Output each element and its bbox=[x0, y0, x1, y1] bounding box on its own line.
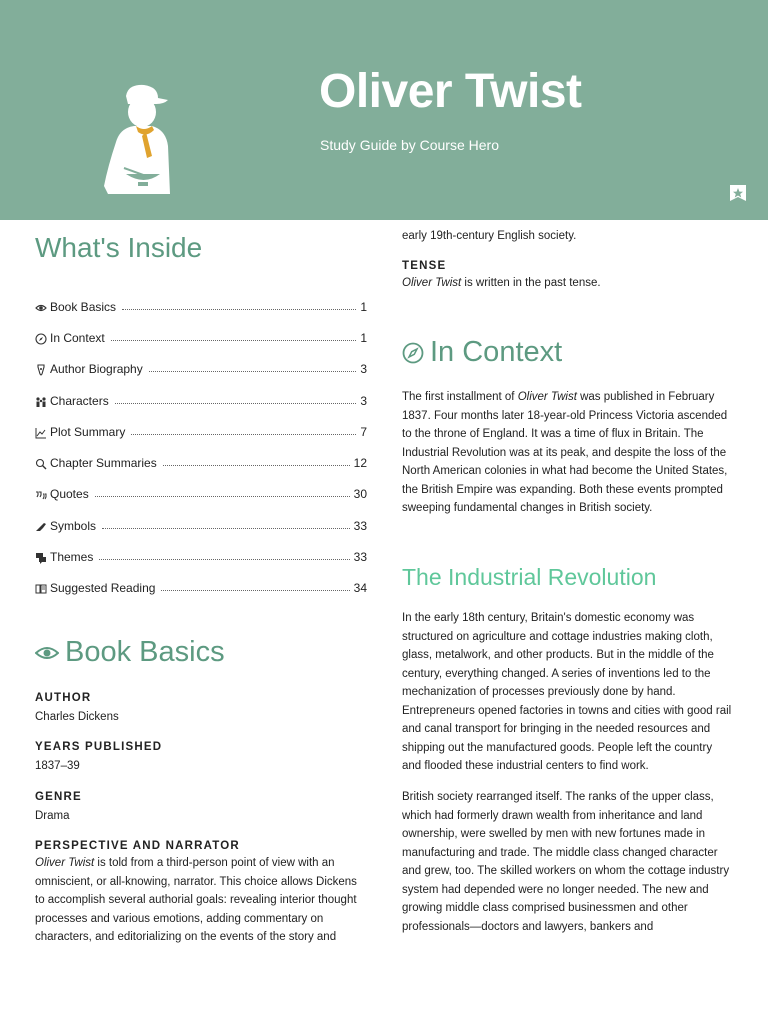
toc-item-page: 30 bbox=[353, 487, 367, 501]
genre-label: GENRE bbox=[35, 791, 82, 803]
industrial-revolution-paragraph-2 bbox=[402, 788, 734, 936]
oliver-silhouette-illustration bbox=[100, 82, 172, 200]
books-icon bbox=[35, 583, 47, 595]
toc-item-label: Characters bbox=[50, 394, 109, 408]
bookmark-star-icon[interactable] bbox=[728, 183, 748, 203]
p1-after: was published in February 1837. Four months later 18-year-old Princess Victoria ascended to the throne of England. It was a time of flux in Britain. The Industrial Revolution was at its peak, and despite the loss of the North American colonies in what had become the United States, the British Empire was expanding. Both these events prompted sweeping fundamental changes in British society. bbox=[402, 391, 728, 514]
perspective-continued bbox=[402, 227, 734, 246]
toc-item-page: 1 bbox=[360, 331, 367, 345]
years-label: YEARS PUBLISHED bbox=[35, 741, 163, 753]
toc-item-label: Author Biography bbox=[50, 362, 143, 376]
toc-item-label: In Context bbox=[50, 331, 105, 345]
toc-leader-dots bbox=[149, 371, 357, 372]
toc-item-book-basics[interactable] bbox=[35, 296, 367, 314]
toc-leader-dots bbox=[115, 403, 357, 404]
compass-icon bbox=[35, 333, 47, 345]
left-column bbox=[35, 222, 367, 943]
compass-icon bbox=[402, 342, 424, 364]
toc-item-quotes[interactable] bbox=[35, 483, 367, 501]
toc-item-chapter-summaries[interactable] bbox=[35, 452, 367, 470]
genre-value: Drama bbox=[35, 810, 70, 822]
toc-item-page: 3 bbox=[360, 394, 367, 408]
toc-item-label: Book Basics bbox=[50, 300, 117, 314]
perspective-label: PERSPECTIVE AND NARRATOR bbox=[35, 840, 240, 852]
in-context-paragraph-1 bbox=[402, 388, 734, 518]
perspective-continued-text: early 19th-century English society. bbox=[402, 230, 577, 242]
toc-item-in-context[interactable] bbox=[35, 327, 367, 345]
toc-item-page: 7 bbox=[360, 425, 367, 439]
eye-icon bbox=[35, 302, 47, 314]
toc-item-label: Quotes bbox=[50, 487, 89, 501]
toc-item-page: 33 bbox=[353, 519, 367, 533]
tense-value bbox=[402, 274, 734, 293]
in-context-heading bbox=[402, 336, 562, 369]
in-context-title: In Context bbox=[430, 336, 563, 368]
toc-item-themes[interactable] bbox=[35, 546, 367, 564]
toc-item-label: Symbols bbox=[50, 519, 97, 533]
book-title-italic: Oliver Twist bbox=[402, 277, 462, 289]
toc-item-label: Plot Summary bbox=[50, 425, 126, 439]
author-value: Charles Dickens bbox=[35, 711, 119, 723]
chat-bubbles-icon bbox=[35, 552, 47, 564]
toc-item-page: 33 bbox=[353, 550, 367, 564]
book-title-italic: Oliver Twist bbox=[35, 857, 95, 869]
perspective-field bbox=[35, 840, 367, 947]
toc-item-label: Suggested Reading bbox=[50, 581, 156, 595]
cover-header bbox=[0, 0, 768, 220]
toc-leader-dots bbox=[111, 340, 357, 341]
toc-leader-dots bbox=[99, 559, 349, 560]
toc-leader-dots bbox=[161, 590, 349, 591]
toc-item-page: 12 bbox=[353, 456, 367, 470]
paragraph-text: In the early 18th century, Britain's domestic economy was structured on agriculture and cottage industries making cloth, glass, metalwork, and other products. But in the middle of the century, everything changed. A series of inventions led to the mechanization of processes previously done by hand. Entrepreneurs opened factories in towns and cities with good rail and canal transport for bringing in the needed resources and shipping out the manufactured goods. People left the country and flooded these industrial centers to find work. bbox=[402, 612, 732, 772]
years-value: 1837–39 bbox=[35, 760, 80, 772]
toc-item-label: Chapter Summaries bbox=[50, 456, 157, 470]
industrial-revolution-heading: The Industrial Revolution bbox=[402, 564, 657, 590]
toc-item-symbols[interactable] bbox=[35, 515, 367, 533]
whats-inside-heading: What's Inside bbox=[35, 232, 203, 263]
toc-item-plot-summary[interactable] bbox=[35, 421, 367, 439]
chart-line-icon bbox=[35, 427, 47, 439]
toc-item-label: Themes bbox=[50, 550, 94, 564]
p1-before: The first installment of bbox=[402, 391, 518, 403]
perspective-value bbox=[35, 854, 367, 947]
toc-leader-dots bbox=[122, 309, 356, 310]
bird-icon bbox=[35, 521, 47, 533]
author-label: AUTHOR bbox=[35, 692, 92, 704]
toc-leader-dots bbox=[102, 528, 350, 529]
toc-item-page: 1 bbox=[360, 300, 367, 314]
years-published-field bbox=[35, 741, 367, 776]
toc-item-page: 34 bbox=[353, 581, 367, 595]
book-basics-title: Book Basics bbox=[65, 636, 225, 668]
toc-item-characters[interactable] bbox=[35, 390, 367, 408]
toc-item-author-biography[interactable] bbox=[35, 358, 367, 376]
book-basics-heading bbox=[35, 636, 225, 669]
perspective-text: is told from a third-person point of view with an omniscient, or all-knowing, narrator. This choice allows Dickens to accomplish several authorial goals: revealing interior thought processes and various emotions, adding commentary on characters, and editorializing on the events of the story and bbox=[35, 857, 357, 943]
toc-leader-dots bbox=[95, 496, 350, 497]
author-field bbox=[35, 692, 367, 727]
book-subtitle: Study Guide by Course Hero bbox=[320, 137, 499, 153]
book-title-italic: Oliver Twist bbox=[517, 391, 577, 403]
paragraph-text: British society rearranged itself. The ranks of the upper class, which had formerly drawn wealth from inheritance and land ownership, were swelled by men with new fortunes made in manufacturing and trade. The middle class changed character and grew, too. The skilled workers on whom the cottage industry system had depended were no longer needed. The new and growing middle class comprised businessmen and other professionals—doctors and lawyers, bankers and bbox=[402, 791, 730, 933]
quote-icon bbox=[35, 489, 47, 501]
magnifier-icon bbox=[35, 458, 47, 470]
tense-label: TENSE bbox=[402, 260, 447, 272]
toc-leader-dots bbox=[131, 434, 356, 435]
tense-text: is written in the past tense. bbox=[461, 277, 601, 289]
eye-icon bbox=[35, 645, 59, 661]
genre-field bbox=[35, 791, 367, 826]
toc-item-suggested-reading[interactable] bbox=[35, 577, 367, 595]
toc-leader-dots bbox=[163, 465, 350, 466]
tense-field bbox=[402, 260, 734, 293]
book-title: Oliver Twist bbox=[319, 65, 582, 118]
paragraph-text bbox=[402, 388, 734, 518]
people-icon bbox=[35, 396, 47, 408]
pen-nib-icon bbox=[35, 364, 47, 376]
industrial-revolution-paragraph-1 bbox=[402, 609, 734, 776]
toc-item-page: 3 bbox=[360, 362, 367, 376]
